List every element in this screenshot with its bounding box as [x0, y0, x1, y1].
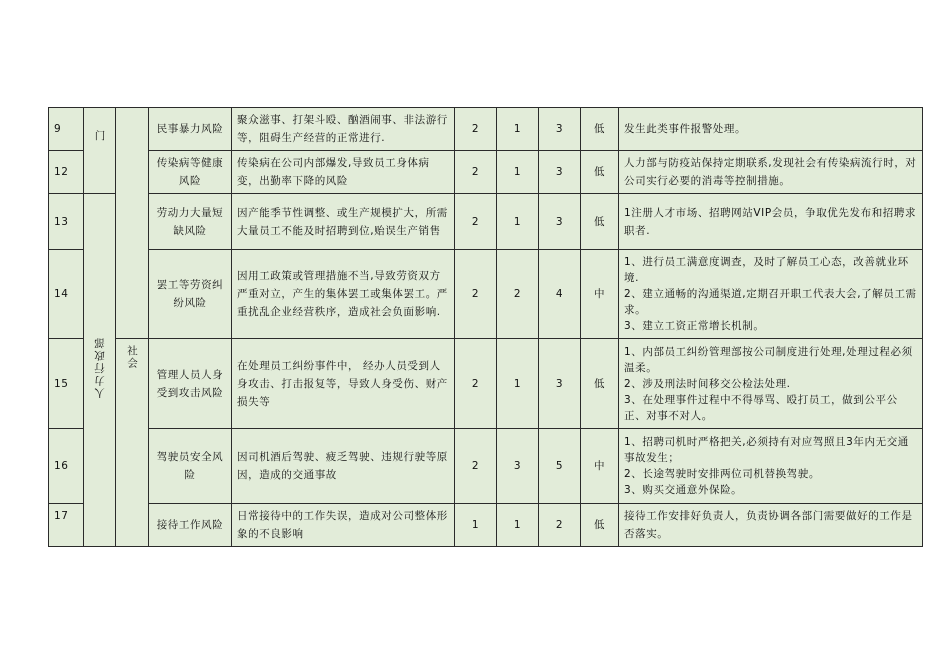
measure-line: 3、建立工资正常增长机制。 — [624, 320, 765, 332]
likelihood-value: 2 — [455, 339, 497, 429]
risk-score: 2 — [539, 504, 581, 547]
risk-description: 日常接待中的工作失误，造成对公司整体形象的不良影响 — [232, 504, 455, 547]
table-row — [49, 504, 923, 547]
likelihood-value: 2 — [455, 151, 497, 194]
control-measure: 接待工作安排好负责人，负责协调各部门需要做好的工作是否落实。 — [619, 504, 923, 547]
category-label: 社会 — [126, 345, 138, 370]
severity-value: 1 — [497, 108, 539, 151]
table-row — [49, 108, 923, 151]
row-number: 9 — [49, 108, 84, 151]
risk-name: 民事暴力风险 — [149, 108, 232, 151]
severity-value: 2 — [497, 250, 539, 339]
risk-level: 中 — [581, 429, 619, 504]
risk-score: 3 — [539, 108, 581, 151]
table-row — [49, 429, 923, 504]
control-measure — [619, 339, 923, 429]
control-measure: 人力部与防疫站保持定期联系,发现社会有传染病流行时，对公司实行必要的消毒等控制措施。 — [619, 151, 923, 194]
row-number: 14 — [49, 250, 84, 339]
risk-name: 罢工等劳资纠纷风险 — [149, 250, 232, 339]
measure-line: 2、涉及刑法时间移交公检法处理. — [624, 377, 791, 390]
row-number: 16 — [49, 429, 84, 504]
control-measure: 1注册人才市场、招聘网站VIP会员，争取优先发布和招聘求职者. — [619, 194, 923, 250]
risk-description: 在处理员工纠纷事件中， 经办人员受到人身攻击、打击报复等，导致人身受伤、财产损失等 — [232, 339, 455, 429]
category-cell-empty — [116, 108, 149, 339]
risk-description: 因产能季节性调整、或生产规模扩大，所需大量员工不能及时招聘到位,贻误生产销售 — [232, 194, 455, 250]
risk-description: 因用工政策或管理措施不当,导致劳资双方严重对立，产生的集体罢工或集体罢工。严重扰乱企业经营秩序，造成社会负面影响. — [232, 250, 455, 339]
severity-value: 1 — [497, 339, 539, 429]
risk-level: 低 — [581, 339, 619, 429]
risk-score: 3 — [539, 339, 581, 429]
risk-level: 低 — [581, 151, 619, 194]
risk-description: 传染病在公司内部爆发,导致员工身体病变，出勤率下降的风险 — [232, 151, 455, 194]
table-row — [49, 151, 923, 194]
department-fragment — [84, 108, 116, 194]
measure-line: 1、内部员工纠纷管理部按公司制度进行处理,处理过程必须温柔。 — [624, 345, 913, 374]
risk-score: 5 — [539, 429, 581, 504]
risk-name: 管理人员人身受到攻击风险 — [149, 339, 232, 429]
risk-name: 传染病等健康风险 — [149, 151, 232, 194]
likelihood-value: 2 — [455, 429, 497, 504]
severity-value: 1 — [497, 151, 539, 194]
category-cell — [116, 339, 149, 547]
risk-level: 低 — [581, 504, 619, 547]
risk-score: 4 — [539, 250, 581, 339]
risk-score: 3 — [539, 194, 581, 250]
risk-name: 接待工作风险 — [149, 504, 232, 547]
measure-line: 1、招聘司机时严格把关,必须持有对应驾照且3年内无交通事故发生； — [624, 436, 909, 464]
risk-assessment-table — [48, 107, 923, 547]
severity-value: 3 — [497, 429, 539, 504]
likelihood-value: 2 — [455, 250, 497, 339]
risk-name: 驾驶员安全风险 — [149, 429, 232, 504]
table-row — [49, 194, 923, 250]
measure-line: 3、购买交通意外保险。 — [624, 484, 743, 496]
risk-level: 中 — [581, 250, 619, 339]
measure-line: 3、在处理事件过程中不得辱骂、殴打员工，做到公平公正、对事不对人。 — [624, 393, 898, 422]
measure-line: 1、进行员工满意度调查，及时了解员工心态，改善就业环境. — [624, 256, 909, 284]
row-number: 13 — [49, 194, 84, 250]
risk-name: 劳动力大量短缺风险 — [149, 194, 232, 250]
risk-level: 低 — [581, 108, 619, 151]
row-number: 17 — [49, 504, 84, 547]
measure-line: 2、长途驾驶时安排两位司机替换驾驶。 — [624, 468, 820, 480]
risk-description: 聚众滋事、打架斗殴、酗酒闹事、非法游行等，阻碍生产经营的正常进行. — [232, 108, 455, 151]
department-cell — [84, 194, 116, 547]
measure-line: 2、建立通畅的沟通渠道,定期召开职工代表大会,了解员工需求。 — [624, 288, 917, 316]
control-measure — [619, 429, 923, 504]
row-number: 12 — [49, 151, 84, 194]
likelihood-value: 2 — [455, 108, 497, 151]
table-row — [49, 250, 923, 339]
row-number: 15 — [49, 339, 84, 429]
severity-value: 1 — [497, 194, 539, 250]
risk-level: 低 — [581, 194, 619, 250]
risk-score: 3 — [539, 151, 581, 194]
likelihood-value: 2 — [455, 194, 497, 250]
department-fragment-text: 门 — [93, 130, 106, 143]
control-measure: 发生此类事件报警处理。 — [619, 108, 923, 151]
department-label: 人力行政部 — [93, 335, 106, 399]
table-row — [49, 339, 923, 429]
likelihood-value: 1 — [455, 504, 497, 547]
control-measure — [619, 250, 923, 339]
severity-value: 1 — [497, 504, 539, 547]
risk-description: 因司机酒后驾驶、疲乏驾驶、违规行驶等原因，造成的交通事故 — [232, 429, 455, 504]
